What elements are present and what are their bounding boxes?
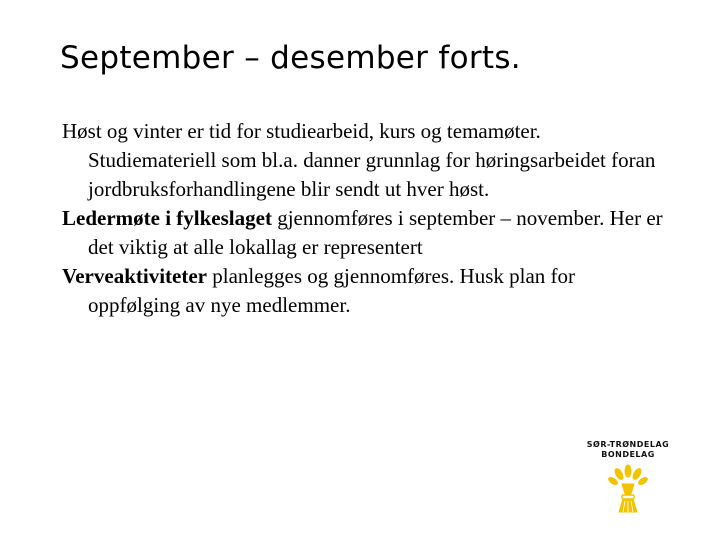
logo-line-organisation: BONDELAG xyxy=(601,450,655,459)
paragraph-recruitment xyxy=(62,262,672,320)
paragraph-bold: Ledermøte i fylkeslaget xyxy=(62,206,272,230)
paragraph-bold: Verveaktiviteter xyxy=(62,264,207,288)
logo-line-region: SØR-TRØNDELAG xyxy=(586,440,670,449)
slide-title: September – desember forts. xyxy=(60,40,521,76)
bondelag-logo xyxy=(582,440,674,520)
paragraph-text: planlegges og gjennomføres. Husk plan for oppfølging av nye medlemmer. xyxy=(88,264,576,317)
paragraph-study-work xyxy=(62,117,672,204)
wheat-sheaf-icon xyxy=(608,464,648,514)
paragraph-text: Høst og vinter er tid for studiearbeid, kurs og temamøter. Studiemateriell som bl.a. danner grunnlag for høringsarbeidet foran jordbruksforhandlingene blir sendt ut hver høst. xyxy=(62,119,656,201)
paragraph-text: gjennomføres i september – november. Her er det viktig at alle lokallag er representert xyxy=(88,206,663,259)
paragraph-leader-meeting xyxy=(62,204,672,262)
slide-body xyxy=(62,117,672,320)
